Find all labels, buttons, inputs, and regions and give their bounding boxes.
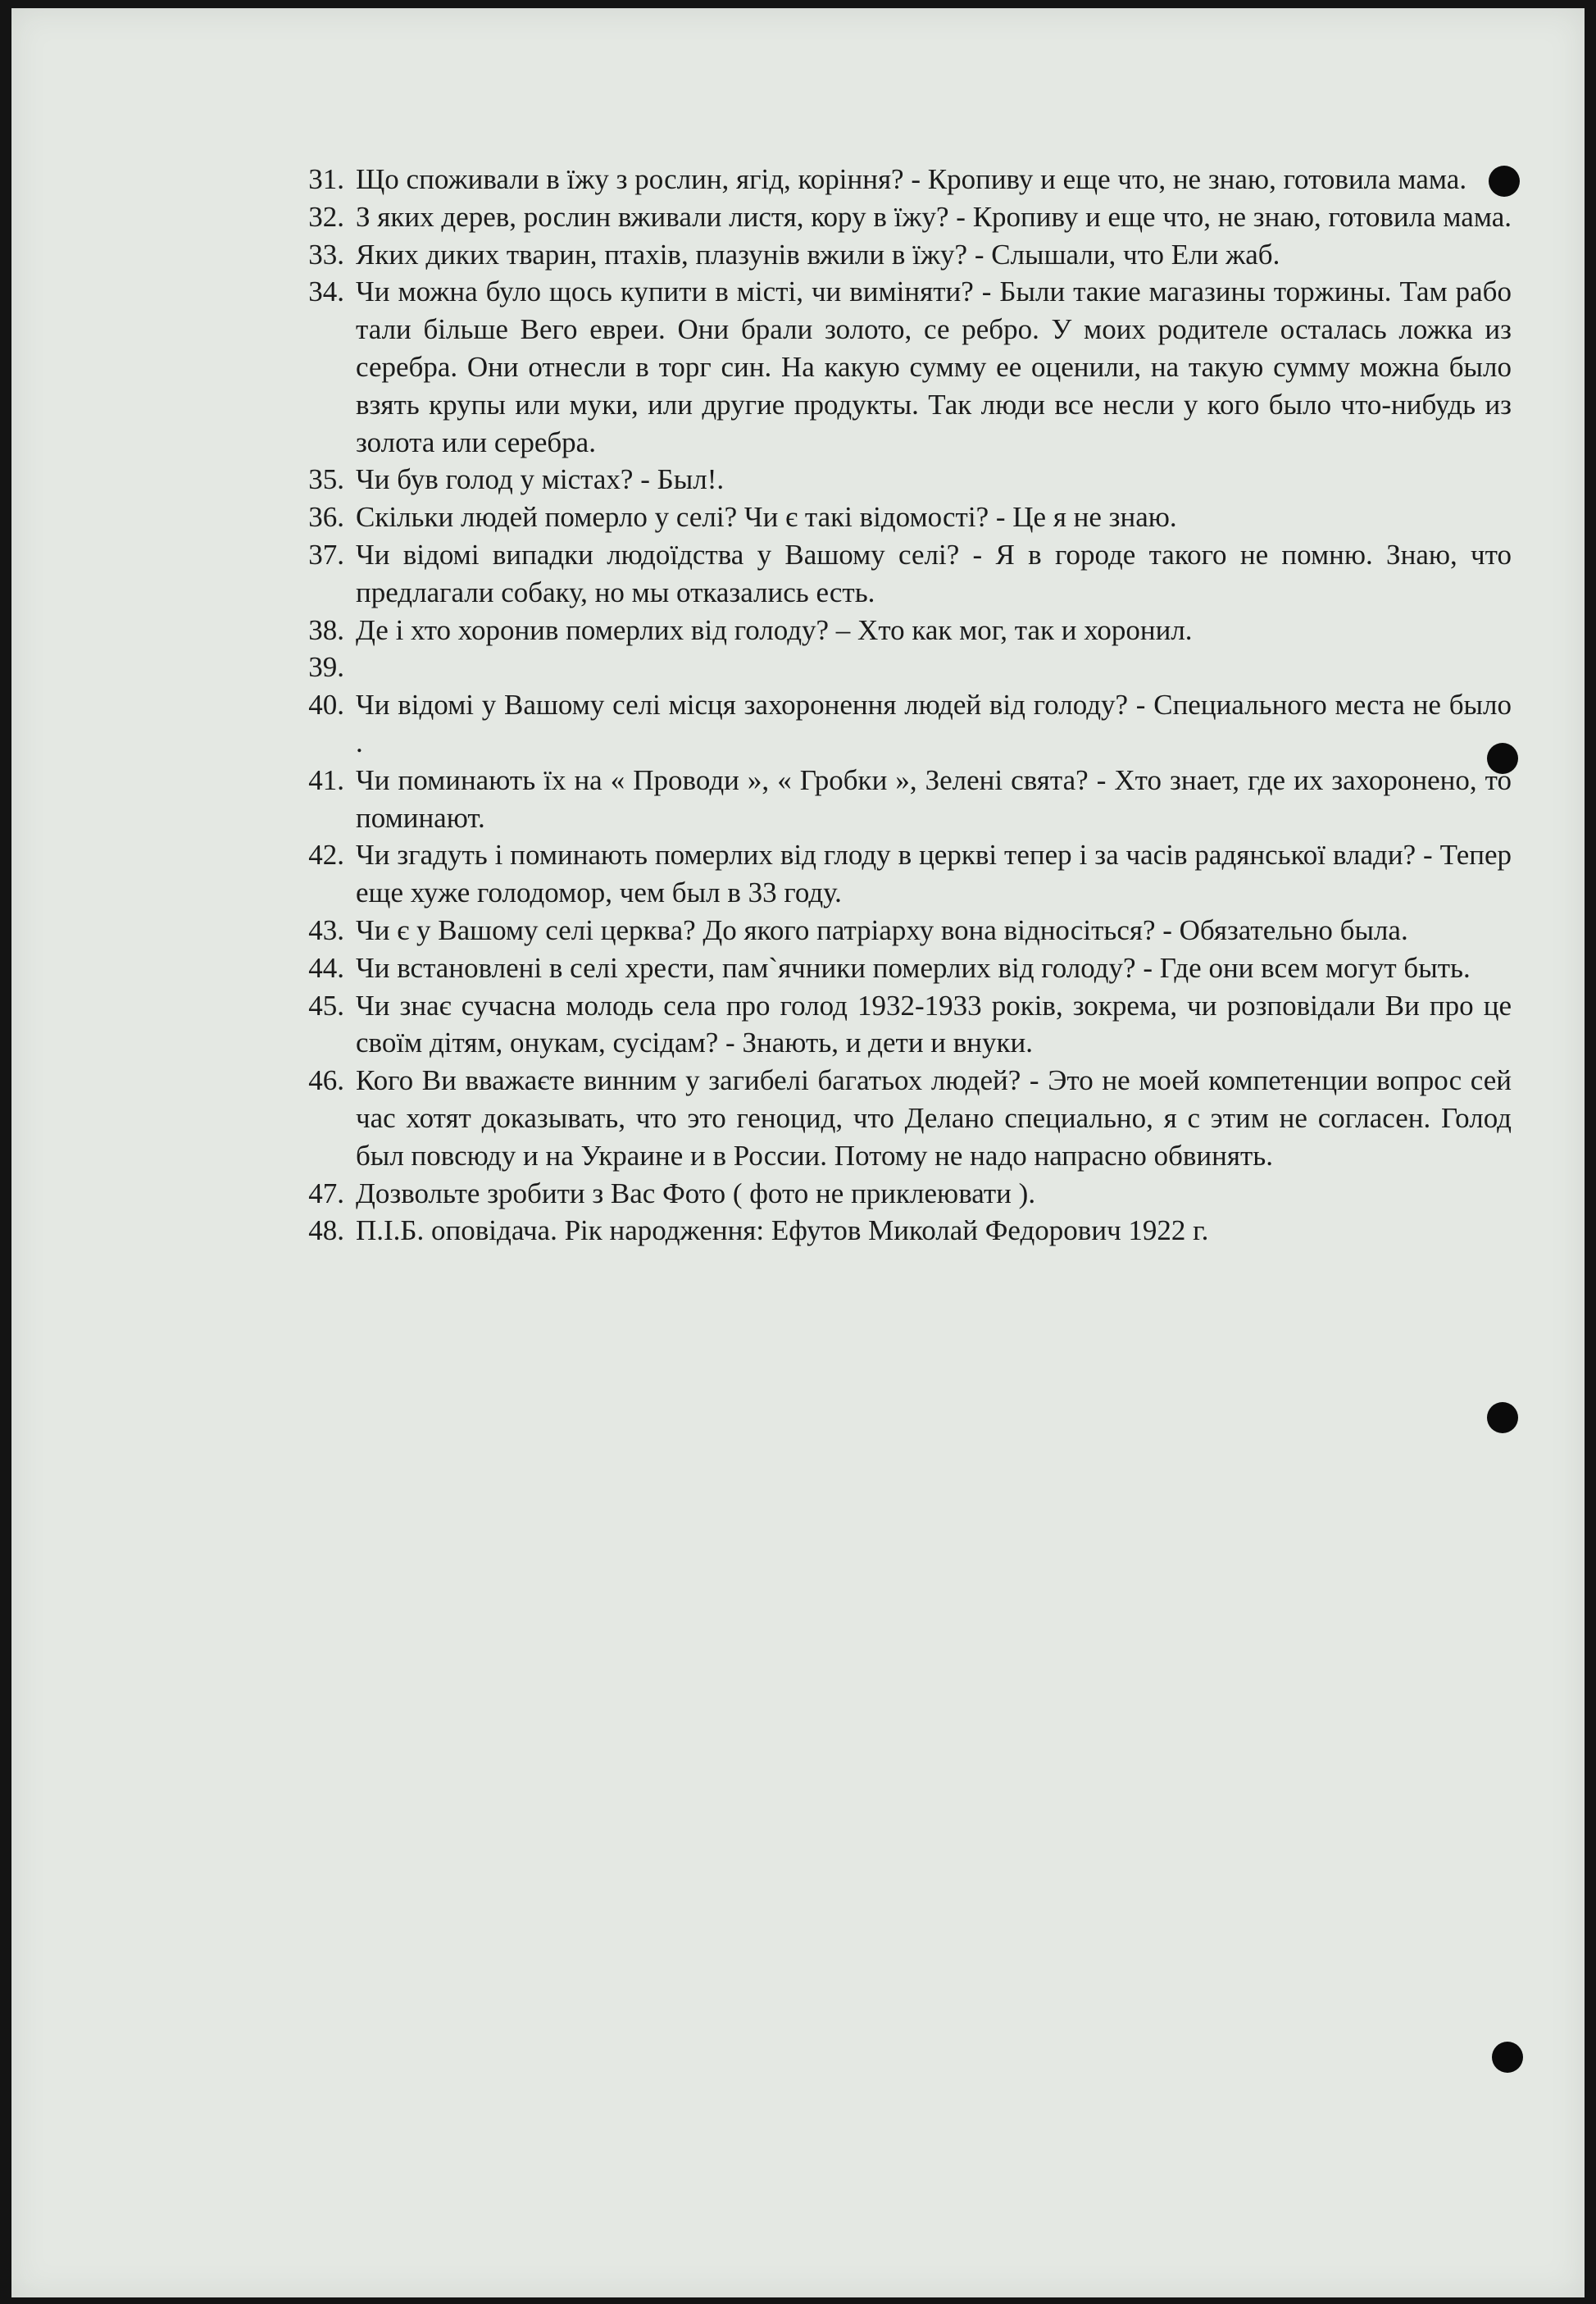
list-item	[282, 612, 1512, 649]
punch-hole	[1492, 2042, 1523, 2073]
item-number: 44.	[308, 951, 344, 984]
list-item	[282, 987, 1512, 1063]
list-item	[282, 912, 1512, 949]
list-item	[282, 836, 1512, 912]
item-number: 36.	[308, 501, 344, 534]
item-number: 41.	[308, 763, 344, 796]
list-item	[282, 649, 1512, 686]
item-number: 47.	[308, 1177, 344, 1209]
list-item	[282, 762, 1512, 837]
list-item	[282, 686, 1512, 762]
list-item	[282, 273, 1512, 461]
item-number: 42.	[308, 839, 344, 872]
item-text: Чи встановлені в селі хрести, пам`ячники померлих від голоду? - Где они всем могут быть.	[356, 951, 1471, 984]
item-text: Чи згадуть і поминають померлих від глоду в церкві тепер і за часів радянської влади? - Тепер еще хуже голодомор, чем был в 33 году.	[356, 839, 1512, 909]
item-text: Чи є у Вашому селі церква? До якого патріарху вона відносіться? - Обязательно была.	[356, 913, 1408, 946]
item-number: 40.	[308, 689, 344, 722]
item-number: 35.	[308, 463, 344, 496]
item-text: Що споживали в їжу з рослин, ягід, коріння? - Кропиву и еще что, не знаю, готовила мама.	[356, 163, 1467, 195]
item-text: Чи можна було щось купити в місті, чи виміняти? - Были такие магазины торжины. Там рабо тали більше Вего евреи. Они брали золото, се ребро. У моих родителе осталась ложка из серебра. Они отнесли в торг син. На какую сумму ее оценили, на такую сумму можна было взять крупы или муки, или другие продукты. Так люди все несли у кого было что-нибудь из золота или серебра.	[356, 275, 1512, 458]
item-number: 34.	[308, 275, 344, 308]
item-number: 37.	[308, 538, 344, 571]
item-text: Де і хто хоронив померлих від голоду? – Хто как мог, так и хоронил.	[356, 613, 1193, 646]
item-text: Дозвольте зробити з Вас Фото ( фото не приклеювати ).	[356, 1177, 1036, 1209]
item-number: 48.	[308, 1214, 344, 1247]
item-number: 45.	[308, 989, 344, 1022]
item-text: З яких дерев, рослин вживали листя, кору в їжу? - Кропиву и еще что, не знаю, готовила мама.	[356, 200, 1512, 233]
list-item	[282, 236, 1512, 274]
item-number: 31.	[308, 163, 344, 195]
list-item	[282, 461, 1512, 499]
item-text: Яких диких тварин, птахів, плазунів вжили в їжу? - Слышали, что Ели жаб.	[356, 238, 1280, 271]
list-item	[282, 1175, 1512, 1213]
list-item	[282, 1062, 1512, 1174]
item-text: Чи відомі у Вашому селі місця захоронення людей від голоду? - Специального места не было .	[356, 689, 1512, 758]
item-text: Скільки людей померло у селі? Чи є такі відомості? - Це я не знаю.	[356, 501, 1177, 534]
item-text: П.І.Б. оповідача. Рік народження: Ефутов Миколай Федорович 1922 г.	[356, 1214, 1209, 1247]
list-item	[282, 949, 1512, 987]
list-item	[282, 499, 1512, 536]
questionnaire-list	[282, 161, 1512, 1250]
item-number: 33.	[308, 238, 344, 271]
item-number: 32.	[308, 200, 344, 233]
item-number: 38.	[308, 613, 344, 646]
punch-hole	[1487, 1402, 1518, 1433]
item-text: Чи поминають їх на « Проводи », « Гробки », Зелені свята? - Хто знает, где их захоронено, то поминают.	[356, 763, 1512, 834]
item-number: 39.	[308, 651, 344, 684]
item-text	[351, 649, 1512, 686]
document-page	[11, 8, 1585, 2297]
list-item	[282, 161, 1512, 198]
list-item	[282, 536, 1512, 612]
list-item	[282, 1212, 1512, 1250]
item-number: 43.	[308, 913, 344, 946]
item-text: Кого Ви вважаєте винним у загибелі багатьох людей? - Это не моей компетенции вопрос сей час хотят доказывать, что это геноцид, что Делано специально, я с этим не согласен. Голод был повсюду и на Украине и в России. Потому не надо напрасно обвинять.	[356, 1064, 1512, 1172]
item-text: Чи знає сучасна молодь села про голод 1932-1933 років, зокрема, чи розповідали Ви про це своїм дітям, онукам, сусідам? - Знають, и дети и внуки.	[356, 989, 1512, 1059]
item-number: 46.	[308, 1064, 344, 1097]
item-text: Чи був голод у містах? - Был!.	[356, 463, 725, 496]
item-text: Чи відомі випадки людоїдства у Вашому селі? - Я в городе такого не помню. Знаю, что предлагали собаку, но мы отказались есть.	[356, 538, 1512, 608]
list-item	[282, 198, 1512, 236]
